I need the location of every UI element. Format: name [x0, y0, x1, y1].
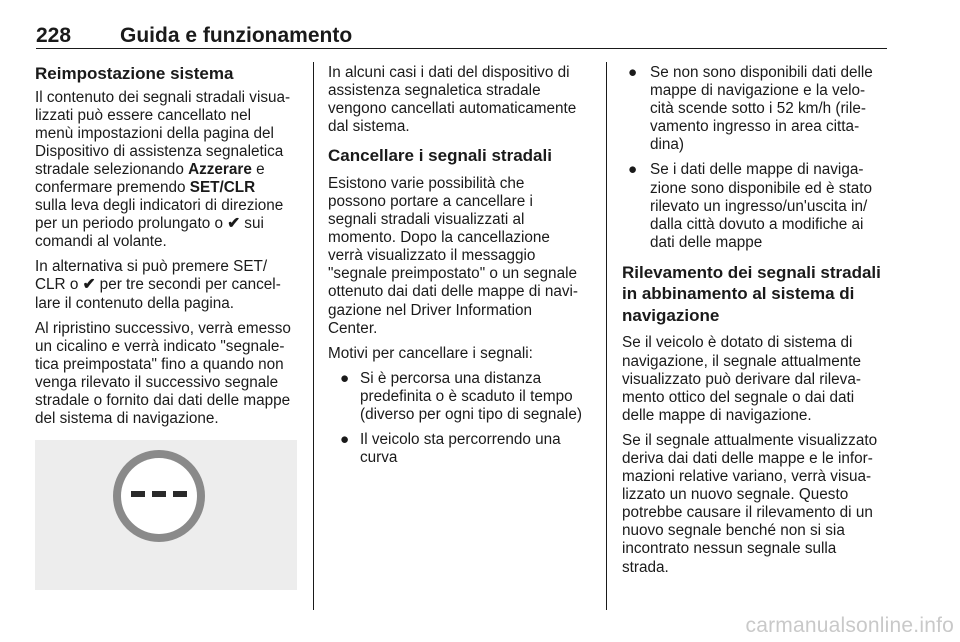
bullet-icon: ●: [628, 64, 638, 81]
column-divider-2: [606, 62, 607, 610]
list-item: ● Si è percorsa una distanza predefinita o è scaduto il tempo (diverso per ogni tipo di segnale): [340, 369, 582, 423]
paragraph-cancellazione: Esistono varie possibilità che possono portare a cancellare i segnali stradali visualizzati al momento. Dopo la cancellazione verrà visualizzato il messaggio "segnale preimpostato" o un segnale ottenuto dai dati delle mappe di navi- gazione nel Driver Information Center.: [328, 174, 579, 337]
paragraph-rilevamento-1: Se il veicolo è dotato di sistema di navigazione, il segnale attualmente visualizzato può derivare dal rileva- mento ottico del segnale o dai dati delle mappe di navigazione.: [622, 334, 861, 424]
list-item: ● Se non sono disponibili dati delle mappe di navigazione e la velo- cità scende sotto i 52 km/h (rile- vamento ingresso in area citta- dina): [628, 64, 873, 154]
bullet-icon: ●: [340, 431, 350, 449]
paragraph-3: Al ripristino successivo, verrà emesso un cicalino e verrà indicato "segnale- tica preimpostata" fino a quando non venga rilevato il successivo segnale stradale o fornito dai dati delle mappe del sistema di navigazione.: [35, 319, 291, 428]
column-1: [35, 64, 297, 435]
section-title: Guida e funzionamento: [120, 24, 353, 47]
list-item: ● Il veicolo sta percorrendo una curva: [340, 431, 561, 467]
bullet-icon: ●: [340, 369, 350, 387]
heading-cancellare: Cancellare i segnali stradali: [328, 146, 552, 166]
azzerare-label: Azzerare: [188, 160, 252, 178]
paragraph-rilevamento-2: Se il segnale attualmente visualizzato deriva dai dati delle mappe e le infor- mazioni relative variano, verrà visua- lizzato un nuovo segnale. Questo potrebbe causare il rilevamento di un nuovo segnale benché non si sia incontrato nessun segnale sulla strada.: [622, 431, 878, 576]
heading-rilevamento: Rilevamento dei segnali stradali in abbinamento al sistema di navigazione: [622, 262, 881, 325]
column-3: [622, 64, 888, 584]
heading-reimpostazione: Reimpostazione sistema: [35, 64, 234, 83]
column-divider-1: [313, 62, 314, 610]
preset-sign-icon: [35, 440, 297, 590]
paragraph-intro: In alcuni casi i dati del dispositivo di assistenza segnaletica stradale vengono cancellati automaticamente dal sistema.: [328, 64, 577, 136]
bullet-icon: ●: [628, 161, 638, 179]
page-number: 228: [36, 24, 72, 47]
paragraph-1: Il contenuto dei segnali stradali visua- lizzati può essere cancellato nel menù impostazioni della pagina del Dispositivo di assistenza segnaletica stradale selezionando Azzerare e confermare premendo SET/CLR sulla leva degli indicatori di direzione per un periodo prolungato o ✔ sui comandi al volante.: [35, 88, 291, 251]
paragraph-motivi: Motivi per cancellare i segnali:: [328, 344, 533, 362]
check-icon: ✔: [82, 276, 96, 294]
list-item: ● Se i dati delle mappe di naviga- zione sono disponibile ed è stato rilevato un ingresso/un'uscita in/ dalla città dovuto a modifiche ai dati delle mappe: [628, 161, 872, 251]
paragraph-2: In alternativa si può premere SET/ CLR o ✔ per tre secondi per cancel- lare il contenuto della pagina.: [35, 258, 281, 312]
header-rule: [36, 48, 887, 49]
column-2: [328, 64, 590, 474]
preset-sign-illustration: [35, 440, 297, 590]
check-icon: ✔: [227, 215, 241, 233]
watermark: carmanualsonline.info: [745, 614, 954, 637]
set-clr-label: SET/CLR: [189, 178, 256, 196]
